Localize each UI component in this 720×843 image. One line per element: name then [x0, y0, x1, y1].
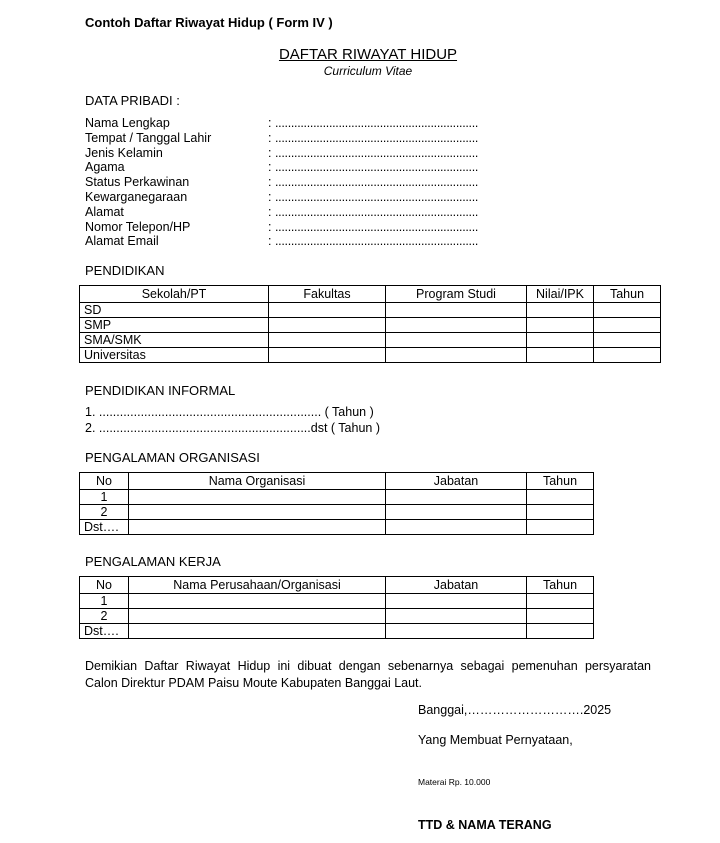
table-cell	[269, 348, 386, 363]
table-row	[80, 318, 661, 333]
table-cell	[527, 348, 594, 363]
column-header: No	[80, 577, 129, 594]
table-cell	[129, 594, 386, 609]
field-label: Nomor Telepon/HP	[85, 219, 191, 234]
field-label: Kewarganegaraan	[85, 190, 188, 204]
field-blank-line: ................................................................	[275, 219, 479, 234]
table-cell	[129, 520, 386, 535]
education-heading: PENDIDIKAN	[85, 263, 165, 278]
field-colon: :	[268, 204, 272, 219]
table-cell	[527, 318, 594, 333]
field-blank-line: ................................................................	[275, 175, 479, 190]
column-header: Tahun	[527, 577, 594, 594]
table-cell	[527, 490, 594, 505]
field-colon: :	[268, 145, 272, 160]
field-colon: :	[268, 190, 272, 204]
table-cell	[527, 333, 594, 348]
table-row	[80, 520, 594, 535]
column-header: Jabatan	[386, 473, 527, 490]
row-number: 1	[80, 594, 129, 609]
field-blank-line: ................................................................	[275, 160, 479, 175]
work-experience-heading: PENGALAMAN KERJA	[85, 554, 221, 569]
row-number: 2	[80, 609, 129, 624]
organization-heading: PENGALAMAN ORGANISASI	[85, 450, 260, 465]
table-cell	[129, 490, 386, 505]
column-header: Sekolah/PT	[80, 286, 269, 303]
table-row	[80, 333, 661, 348]
table-cell	[527, 520, 594, 535]
field-colon: :	[268, 160, 272, 175]
document-subtitle: Curriculum Vitae	[323, 64, 413, 78]
table-row	[80, 609, 594, 624]
table-cell	[386, 609, 527, 624]
materai-label: Materai Rp. 10.000	[418, 777, 491, 787]
work-table-header	[80, 577, 594, 594]
table-row	[80, 594, 594, 609]
row-number: 1	[80, 490, 129, 505]
education-level: SMA/SMK	[80, 333, 269, 348]
field-colon: :	[268, 175, 272, 190]
column-header: Nilai/IPK	[527, 286, 594, 303]
row-number: 2	[80, 505, 129, 520]
informal-education-line: 1. ................................................................ ( Tahun )	[85, 405, 374, 419]
education-table-header	[80, 286, 661, 303]
table-cell	[386, 520, 527, 535]
table-cell	[129, 609, 386, 624]
field-blank-line: ................................................................	[275, 234, 479, 249]
table-cell	[594, 303, 661, 318]
closing-line: Calon Direktur PDAM Paisu Moute Kabupaten Banggai Laut.	[85, 676, 422, 690]
table-cell	[594, 333, 661, 348]
table-cell	[269, 333, 386, 348]
table-cell	[594, 348, 661, 363]
field-blank-line: ................................................................	[275, 130, 479, 145]
field-colon: :	[268, 234, 272, 249]
closing-line: Demikian Daftar Riwayat Hidup ini dibuat dengan sebenarnya sebagai pemenuhan persyaratan	[85, 659, 651, 673]
field-label: Nama Lengkap	[85, 116, 170, 130]
row-number: Dst….	[80, 624, 129, 639]
column-header: Fakultas	[269, 286, 386, 303]
field-label: Agama	[85, 160, 125, 175]
signature-name-label: TTD & NAMA TERANG	[418, 818, 552, 832]
statement-label: Yang Membuat Pernyataan,	[418, 733, 573, 747]
column-header: Tahun	[594, 286, 661, 303]
table-cell	[527, 303, 594, 318]
column-header: Tahun	[527, 473, 594, 490]
row-number: Dst….	[80, 520, 129, 535]
table-row	[80, 624, 594, 639]
table-cell	[386, 624, 527, 639]
education-level: SD	[80, 303, 269, 318]
work-experience-table	[79, 576, 594, 639]
field-blank-line: ................................................................	[275, 116, 479, 130]
column-header: Jabatan	[386, 577, 527, 594]
table-row	[80, 505, 594, 520]
education-level: SMP	[80, 318, 269, 333]
table-cell	[527, 609, 594, 624]
table-cell	[129, 624, 386, 639]
table-cell	[527, 594, 594, 609]
table-cell	[269, 303, 386, 318]
organization-table	[79, 472, 594, 535]
field-blank-line: ................................................................	[275, 145, 479, 160]
table-row	[80, 490, 594, 505]
field-colon: :	[268, 219, 272, 234]
table-cell	[594, 318, 661, 333]
field-label: Alamat	[85, 204, 124, 219]
education-level: Universitas	[80, 348, 269, 363]
table-cell	[269, 318, 386, 333]
field-label: Tempat / Tanggal Lahir	[85, 130, 212, 145]
place-date: Banggai,……………………….2025	[418, 703, 612, 717]
personal-data-heading: DATA PRIBADI :	[85, 93, 180, 108]
column-header: Nama Perusahaan/Organisasi	[129, 577, 386, 594]
closing-statement	[85, 658, 651, 692]
field-blank-line: ................................................................	[275, 204, 479, 219]
field-colon: :	[268, 130, 272, 145]
field-blank-line: ................................................................	[275, 190, 479, 204]
column-header: Program Studi	[386, 286, 527, 303]
field-label: Alamat Email	[85, 234, 159, 249]
document-title: DAFTAR RIWAYAT HIDUP	[278, 46, 458, 63]
table-cell	[386, 318, 527, 333]
table-row	[80, 348, 661, 363]
education-table	[79, 285, 661, 363]
column-header: Nama Organisasi	[129, 473, 386, 490]
table-cell	[527, 505, 594, 520]
column-header: No	[80, 473, 129, 490]
table-cell	[386, 505, 527, 520]
form-label: Contoh Daftar Riwayat Hidup ( Form IV )	[85, 15, 333, 30]
field-label: Jenis Kelamin	[85, 145, 163, 160]
field-label: Status Perkawinan	[85, 175, 190, 190]
table-cell	[386, 348, 527, 363]
table-cell	[386, 490, 527, 505]
informal-education-line: 2. .............................................................dst ( Tahun )	[85, 421, 380, 435]
table-cell	[386, 594, 527, 609]
table-row	[80, 303, 661, 318]
table-cell	[527, 624, 594, 639]
table-cell	[386, 303, 527, 318]
field-colon: :	[268, 116, 272, 130]
table-cell	[129, 505, 386, 520]
organization-table-header	[80, 473, 594, 490]
table-cell	[386, 333, 527, 348]
informal-education-heading: PENDIDIKAN INFORMAL	[85, 383, 236, 398]
